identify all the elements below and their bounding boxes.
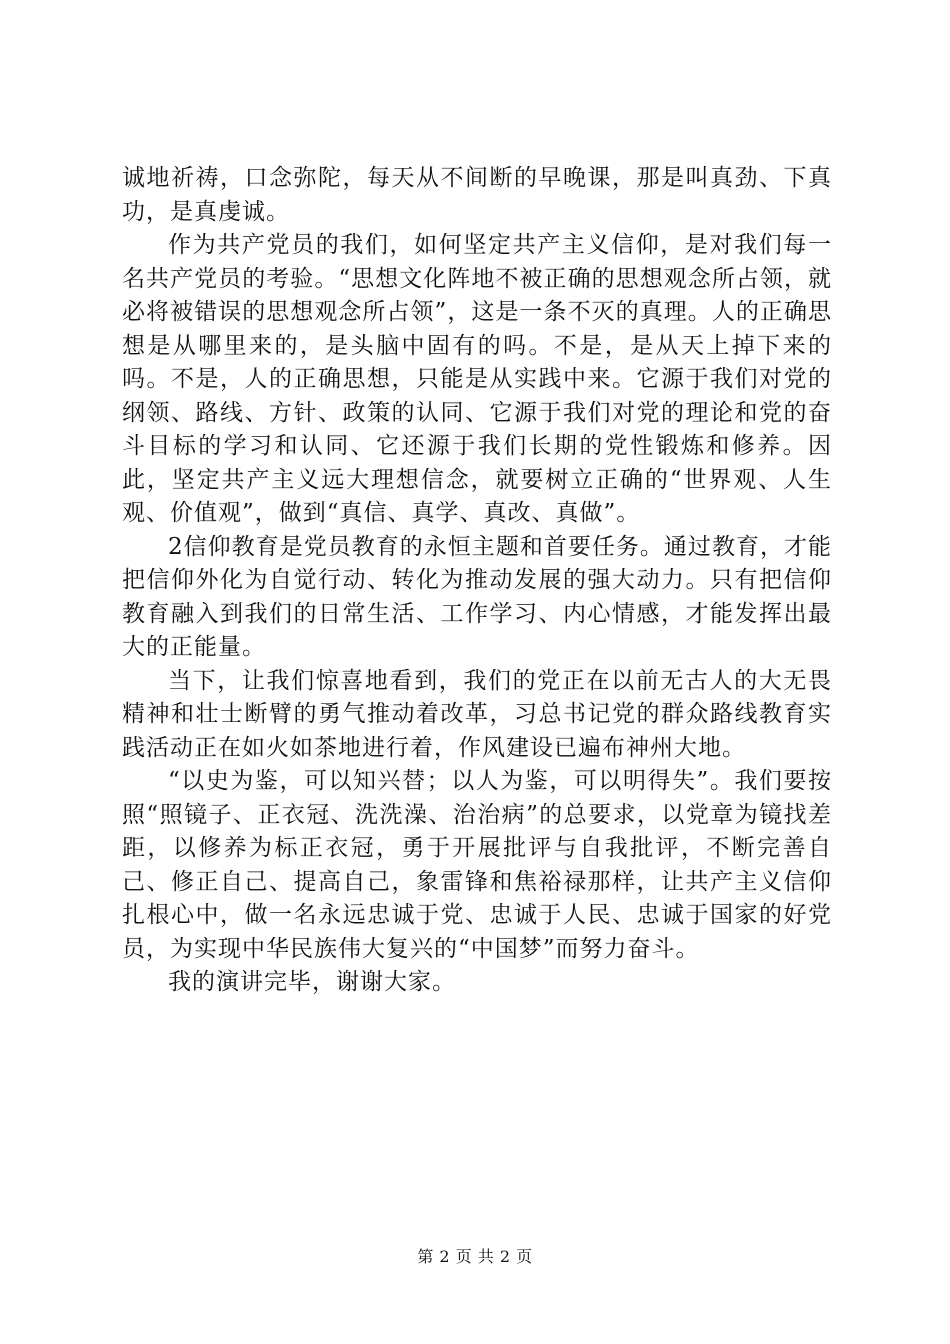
paragraph-faith-education: 2信仰教育是党员教育的永恒主题和首要任务。通过教育，才能把信仰外化为自觉行动、转化为推动发展的强大动力。只有把信仰教育融入到我们的日常生活、工作学习、内心情感，才能发挥出最大的正能量。 bbox=[122, 533, 832, 660]
paragraph-faith-test: 作为共产党员的我们，如何坚定共产主义信仰，是对我们每一名共产党员的考验。“思想文化阵地不被正确的思想观念所占领，就必将被错误的思想观念所占领”，这是一条不灭的真理。人的正确思想是从哪里来的，是头脑中固有的吗。不是，是从天上掉下来的吗。不是，人的正确思想，只能是从实践中来。它源于我们对党的纲领、路线、方针、政策的认同、它源于我们对党的理论和党的奋斗目标的学习和认同、它还源于我们长期的党性锻炼和修养。因此，坚定共产主义远大理想信念，就要树立正确的“世界观、人生观、价值观”，做到“真信、真学、真改、真做”。 bbox=[122, 232, 832, 526]
paragraph-continuation: 诚地祈祷，口念弥陀，每天从不间断的早晚课，那是叫真劲、下真功，是真虔诚。 bbox=[122, 165, 832, 225]
paragraph-mirror-history: “以史为鉴，可以知兴替；以人为鉴，可以明得失”。我们要按照“照镜子、正衣冠、洗洗澡、治治病”的总要求，以党章为镜找差距，以修养为标正衣冠，勇于开展批评与自我批评，不断完善自己、修正自己、提高自己，象雷锋和焦裕禄那样，让共产主义信仰扎根心中，做一名永远忠诚于党、忠诚于人民、忠诚于国家的好党员，为实现中华民族伟大复兴的“中国梦”而努力奋斗。 bbox=[122, 768, 832, 962]
paragraph-reform: 当下，让我们惊喜地看到，我们的党正在以前无古人的大无畏精神和壮士断臂的勇气推动着改革，习总书记党的群众路线教育实践活动正在如火如茶地进行着，作风建设已遍布神州大地。 bbox=[122, 667, 832, 761]
paragraph-closing: 我的演讲完毕，谢谢大家。 bbox=[168, 969, 456, 995]
page-number-footer: 第 2 页 共 2 页 bbox=[417, 1247, 533, 1266]
document-body bbox=[122, 162, 832, 1000]
